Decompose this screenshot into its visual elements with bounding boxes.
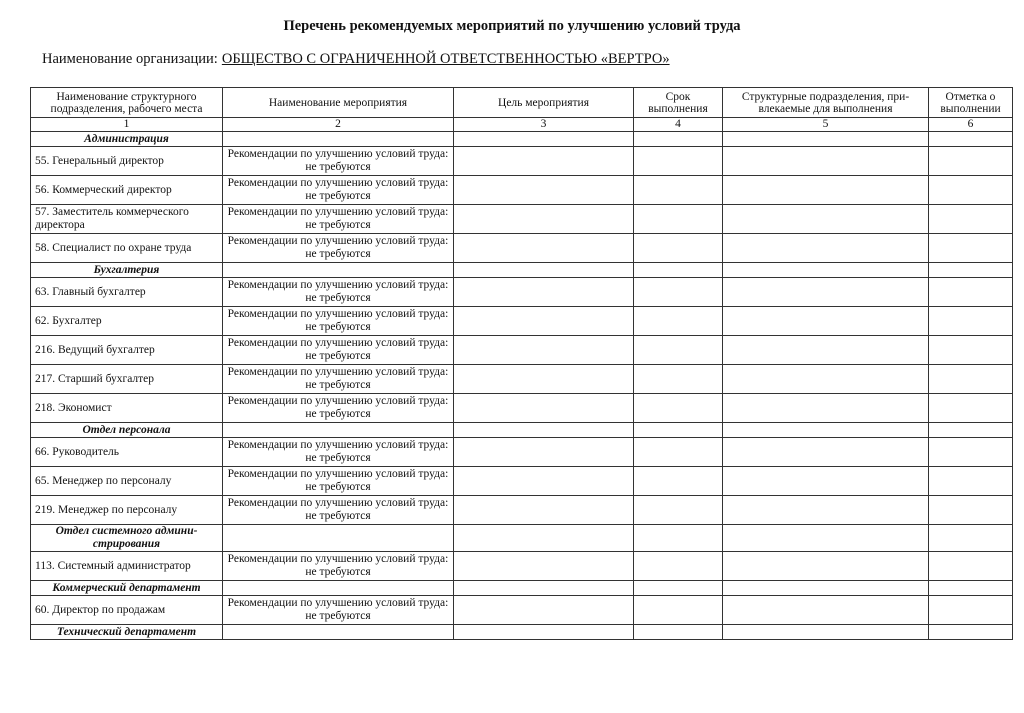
table-row [31, 234, 1013, 263]
empty-cell [929, 336, 1013, 365]
header-col-4: Срок выполнения [634, 88, 723, 118]
empty-cell [723, 438, 929, 467]
empty-cell [723, 336, 929, 365]
empty-cell [454, 394, 634, 423]
table-row [31, 467, 1013, 496]
empty-cell [929, 423, 1013, 438]
col-number-1: 1 [31, 118, 223, 132]
measure-cell: Рекомендации по улучшению условий труда: не требуются [223, 496, 454, 525]
empty-cell [454, 278, 634, 307]
empty-cell [634, 336, 723, 365]
position-cell: 58. Специалист по охране труда [31, 234, 223, 263]
table-row [31, 496, 1013, 525]
empty-cell [723, 176, 929, 205]
col-number-5: 5 [723, 118, 929, 132]
header-col-3: Цель мероприятия [454, 88, 634, 118]
empty-cell [929, 132, 1013, 147]
empty-cell [454, 234, 634, 263]
section-name: Технический департамент [31, 625, 223, 640]
empty-cell [929, 365, 1013, 394]
position-cell: 218. Экономист [31, 394, 223, 423]
measure-cell: Рекомендации по улучшению условий труда: не требуются [223, 234, 454, 263]
empty-cell [634, 625, 723, 640]
empty-cell [723, 307, 929, 336]
empty-cell [634, 496, 723, 525]
empty-cell [454, 496, 634, 525]
table-row [31, 438, 1013, 467]
empty-cell [634, 365, 723, 394]
table-row [31, 336, 1013, 365]
section-row [31, 423, 1013, 438]
empty-cell [454, 625, 634, 640]
empty-cell [723, 467, 929, 496]
empty-cell [723, 132, 929, 147]
empty-cell [929, 596, 1013, 625]
empty-cell [929, 176, 1013, 205]
table-row [31, 552, 1013, 581]
measure-cell: Рекомендации по улучшению условий труда: не требуются [223, 147, 454, 176]
empty-cell [454, 307, 634, 336]
empty-cell [723, 205, 929, 234]
empty-cell [454, 423, 634, 438]
organization-label: Наименование организации: [42, 51, 218, 67]
empty-cell [454, 365, 634, 394]
section-name: Бухгалтерия [31, 263, 223, 278]
empty-cell [634, 132, 723, 147]
header-col-5: Структурные подразделения, при-влекаемые для выполнения [723, 88, 929, 118]
position-cell: 66. Руководитель [31, 438, 223, 467]
table-row [31, 278, 1013, 307]
measure-cell: Рекомендации по улучшению условий труда: не требуются [223, 596, 454, 625]
position-cell: 56. Коммерческий директор [31, 176, 223, 205]
position-cell: 63. Главный бухгалтер [31, 278, 223, 307]
empty-cell [929, 552, 1013, 581]
measure-cell: Рекомендации по улучшению условий труда: не требуются [223, 307, 454, 336]
measure-cell: Рекомендации по улучшению условий труда: не требуются [223, 365, 454, 394]
position-cell: 55. Генеральный директор [31, 147, 223, 176]
position-cell: 217. Старший бухгалтер [31, 365, 223, 394]
position-cell: 113. Системный администратор [31, 552, 223, 581]
table-row [31, 307, 1013, 336]
empty-cell [634, 596, 723, 625]
empty-cell [223, 423, 454, 438]
empty-cell [929, 278, 1013, 307]
empty-cell [634, 552, 723, 581]
document-title: Перечень рекомендуемых мероприятий по улучшению условий труда [283, 18, 741, 34]
empty-cell [454, 552, 634, 581]
position-cell: 219. Менеджер по персоналу [31, 496, 223, 525]
header-row [31, 88, 1013, 118]
empty-cell [723, 365, 929, 394]
empty-cell [929, 625, 1013, 640]
empty-cell [929, 263, 1013, 278]
empty-cell [929, 467, 1013, 496]
measure-cell: Рекомендации по улучшению условий труда: не требуются [223, 552, 454, 581]
section-row [31, 132, 1013, 147]
empty-cell [223, 263, 454, 278]
empty-cell [634, 307, 723, 336]
section-row [31, 581, 1013, 596]
empty-cell [223, 132, 454, 147]
empty-cell [454, 438, 634, 467]
empty-cell [723, 234, 929, 263]
empty-cell [634, 263, 723, 278]
empty-cell [634, 205, 723, 234]
empty-cell [634, 581, 723, 596]
empty-cell [454, 596, 634, 625]
empty-cell [723, 423, 929, 438]
empty-cell [929, 147, 1013, 176]
measure-cell: Рекомендации по улучшению условий труда: не требуются [223, 467, 454, 496]
empty-cell [929, 496, 1013, 525]
empty-cell [454, 132, 634, 147]
organization-line [42, 51, 670, 68]
empty-cell [723, 147, 929, 176]
col-number-4: 4 [634, 118, 723, 132]
section-name: Отдел персонала [31, 423, 223, 438]
empty-cell [723, 278, 929, 307]
empty-cell [454, 581, 634, 596]
header-col-1: Наименование структурного подразделения, рабочего места [31, 88, 223, 118]
table-row [31, 365, 1013, 394]
col-number-6: 6 [929, 118, 1013, 132]
section-name: Коммерческий департамент [31, 581, 223, 596]
empty-cell [454, 336, 634, 365]
empty-cell [929, 205, 1013, 234]
empty-cell [223, 625, 454, 640]
measure-cell: Рекомендации по улучшению условий труда: не требуются [223, 394, 454, 423]
empty-cell [454, 525, 634, 552]
position-cell: 62. Бухгалтер [31, 307, 223, 336]
empty-cell [929, 525, 1013, 552]
table-row [31, 394, 1013, 423]
empty-cell [634, 467, 723, 496]
section-name: Отдел системного админи-стрирования [31, 525, 223, 552]
empty-cell [723, 263, 929, 278]
section-row [31, 625, 1013, 640]
table-row [31, 147, 1013, 176]
empty-cell [929, 438, 1013, 467]
table-row [31, 176, 1013, 205]
column-number-row [31, 118, 1013, 132]
empty-cell [223, 581, 454, 596]
measure-cell: Рекомендации по улучшению условий труда: не требуются [223, 176, 454, 205]
empty-cell [929, 307, 1013, 336]
empty-cell [723, 496, 929, 525]
empty-cell [454, 147, 634, 176]
empty-cell [454, 467, 634, 496]
empty-cell [723, 552, 929, 581]
empty-cell [929, 394, 1013, 423]
empty-cell [454, 205, 634, 234]
position-cell: 60. Директор по продажам [31, 596, 223, 625]
col-number-2: 2 [223, 118, 454, 132]
col-number-3: 3 [454, 118, 634, 132]
position-cell: 216. Ведущий бухгалтер [31, 336, 223, 365]
measure-cell: Рекомендации по улучшению условий труда: не требуются [223, 336, 454, 365]
table-row [31, 596, 1013, 625]
header-col-6: Отметка о выполнении [929, 88, 1013, 118]
empty-cell [634, 147, 723, 176]
empty-cell [634, 438, 723, 467]
section-name: Администрация [31, 132, 223, 147]
position-cell: 57. Заместитель коммерческого директора [31, 205, 223, 234]
measures-table [30, 87, 1013, 640]
measure-cell: Рекомендации по улучшению условий труда: не требуются [223, 438, 454, 467]
empty-cell [454, 176, 634, 205]
section-row [31, 263, 1013, 278]
empty-cell [454, 263, 634, 278]
table-row [31, 205, 1013, 234]
empty-cell [723, 525, 929, 552]
empty-cell [929, 234, 1013, 263]
section-row [31, 525, 1013, 552]
empty-cell [634, 394, 723, 423]
empty-cell [634, 423, 723, 438]
empty-cell [723, 596, 929, 625]
organization-name: ОБЩЕСТВО С ОГРАНИЧЕННОЙ ОТВЕТСТВЕННОСТЬЮ «ВЕРТРО» [221, 51, 670, 67]
empty-cell [929, 581, 1013, 596]
empty-cell [634, 525, 723, 552]
empty-cell [634, 234, 723, 263]
empty-cell [723, 581, 929, 596]
empty-cell [223, 525, 454, 552]
measure-cell: Рекомендации по улучшению условий труда: не требуются [223, 278, 454, 307]
empty-cell [723, 394, 929, 423]
header-col-2: Наименование мероприятия [223, 88, 454, 118]
empty-cell [634, 176, 723, 205]
table-body [31, 132, 1013, 640]
position-cell: 65. Менеджер по персоналу [31, 467, 223, 496]
measure-cell: Рекомендации по улучшению условий труда: не требуются [223, 205, 454, 234]
empty-cell [723, 625, 929, 640]
empty-cell [634, 278, 723, 307]
